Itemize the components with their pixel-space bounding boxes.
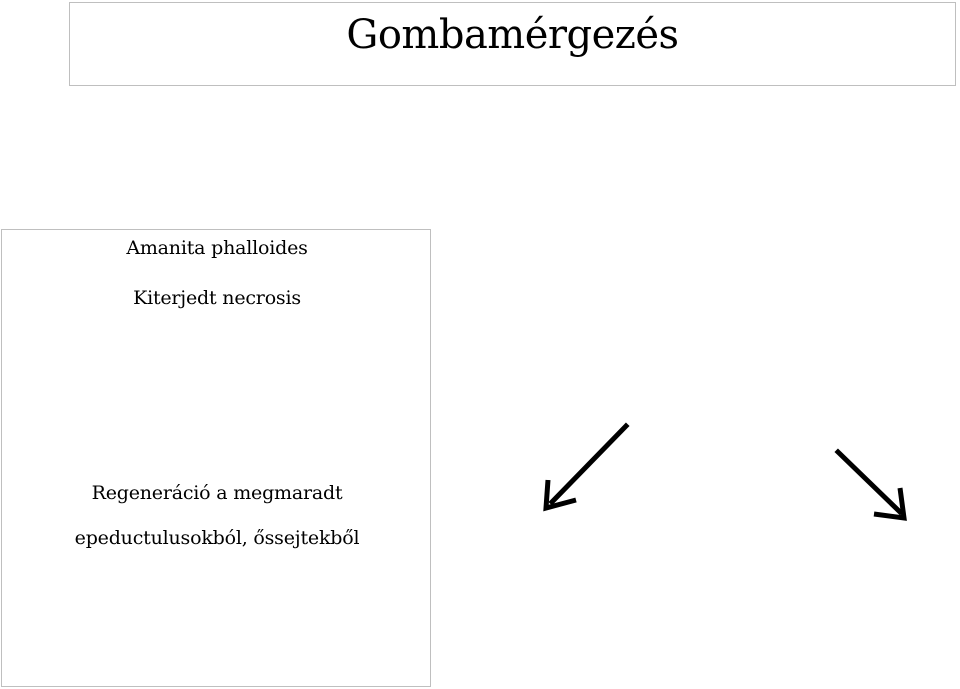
arrow-down-left-icon — [536, 418, 636, 518]
body-line-regeneracio: Regeneráció a megmaradt — [91, 482, 343, 504]
title-box — [69, 2, 956, 86]
content-box — [1, 229, 431, 687]
arrow-down-right-icon — [828, 442, 918, 532]
body-line-necrosis: Kiterjedt necrosis — [133, 287, 301, 309]
body-line-epeductulus: epeductulusokból, őssejtekből — [74, 527, 360, 549]
body-line-amanita: Amanita phalloides — [126, 237, 308, 259]
page-title: Gombamérgezés — [346, 12, 679, 58]
